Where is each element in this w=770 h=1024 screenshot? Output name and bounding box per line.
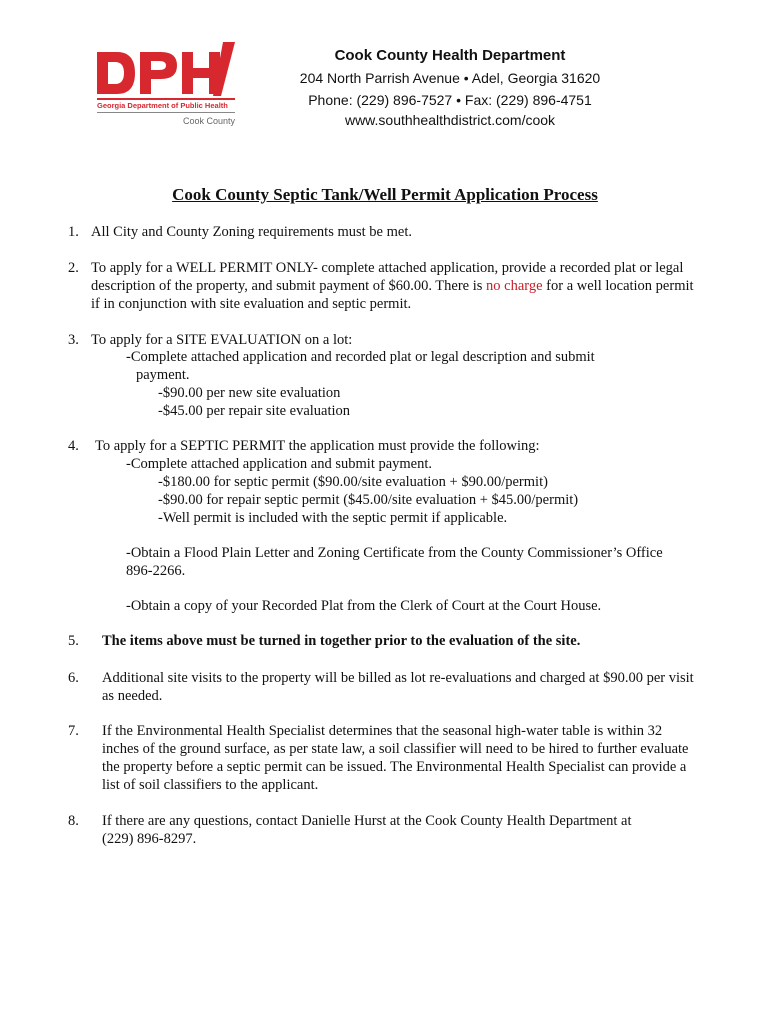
item-4-line: -$90.00 for repair septic permit ($45.00/site evaluation + $45.00/permit) bbox=[158, 492, 579, 508]
item-8-line: (229) 896-8297. bbox=[102, 831, 197, 847]
item-2-number: 2. bbox=[68, 260, 79, 276]
item-1-number: 1. bbox=[68, 224, 79, 240]
department-name: Cook County Health Department bbox=[334, 47, 566, 64]
item-4-line: -Well permit is included with the septic permit if applicable. bbox=[158, 510, 508, 526]
item-4-line: -Complete attached application and submit payment. bbox=[126, 456, 433, 472]
item-5-text: The items above must be turned in together prior to the evaluation of the site. bbox=[102, 633, 581, 649]
item-7-line: inches of the ground surface, as per state law, a soil classifier will need to be hired to further evaluate bbox=[102, 741, 689, 757]
item-4-line: 896-2266. bbox=[126, 563, 186, 579]
item-2-line: To apply for a WELL PERMIT ONLY- complete attached application, provide a recorded plat or legal bbox=[91, 260, 684, 276]
item-4-line: -Obtain a copy of your Recorded Plat from the Clerk of Court at the Court House. bbox=[126, 598, 602, 614]
item-4-line: -$180.00 for septic permit ($90.00/site evaluation + $90.00/permit) bbox=[158, 474, 548, 490]
department-address: 204 North Parrish Avenue • Adel, Georgia 31620 bbox=[299, 70, 601, 86]
page-title: Cook County Septic Tank/Well Permit Application Process bbox=[172, 185, 598, 204]
dph-logo bbox=[95, 40, 237, 130]
item-2-line bbox=[91, 277, 694, 295]
item-7-line: the property before a septic permit can be issued. The Environmental Health Specialist can provide a bbox=[102, 759, 687, 775]
item-7-line: list of soil classifiers to the applicant. bbox=[102, 777, 319, 793]
item-3-line: payment. bbox=[136, 367, 190, 383]
item-3-number: 3. bbox=[68, 332, 79, 348]
item-6-line: Additional site visits to the property will be billed as lot re-evaluations and charged at $90.00 per visit bbox=[102, 670, 694, 686]
item-6-number: 6. bbox=[68, 670, 79, 686]
item-2-line-text: description of the property, and submit payment of $60.00. There is bbox=[91, 278, 487, 294]
department-website: www.southhealthdistrict.com/cook bbox=[344, 112, 556, 128]
item-4-line: -Obtain a Flood Plain Letter and Zoning Certificate from the County Commissioner’s Office bbox=[126, 545, 663, 561]
item-4-line: To apply for a SEPTIC PERMIT the application must provide the following: bbox=[95, 438, 540, 454]
item-7-number: 7. bbox=[68, 723, 79, 739]
item-3-line: To apply for a SITE EVALUATION on a lot: bbox=[91, 332, 353, 348]
item-1-text: All City and County Zoning requirements must be met. bbox=[91, 224, 412, 240]
logo-subtitle: Georgia Department of Public Health bbox=[97, 101, 228, 110]
item-2-line: if in conjunction with site evaluation and septic permit. bbox=[91, 296, 412, 312]
item-3-line: -$45.00 per repair site evaluation bbox=[158, 403, 351, 419]
logo-county: Cook County bbox=[182, 116, 235, 126]
item-5-number: 5. bbox=[68, 633, 79, 649]
department-phone-fax: Phone: (229) 896-7527 • Fax: (229) 896-4751 bbox=[308, 92, 592, 108]
item-7-line: If the Environmental Health Specialist determines that the seasonal high-water table is within 32 bbox=[102, 723, 663, 739]
item-8-line: If there are any questions, contact Danielle Hurst at the Cook County Health Department at bbox=[102, 813, 632, 829]
item-4-number: 4. bbox=[68, 438, 79, 454]
item-2-line-text: for a well location permit bbox=[542, 278, 694, 294]
item-3-line: -$90.00 per new site evaluation bbox=[158, 385, 341, 401]
item-3-line: -Complete attached application and recorded plat or legal description and submit bbox=[126, 349, 595, 365]
item-6-line: as needed. bbox=[102, 688, 163, 704]
no-charge-highlight: no charge bbox=[486, 278, 543, 294]
item-8-number: 8. bbox=[68, 813, 79, 829]
